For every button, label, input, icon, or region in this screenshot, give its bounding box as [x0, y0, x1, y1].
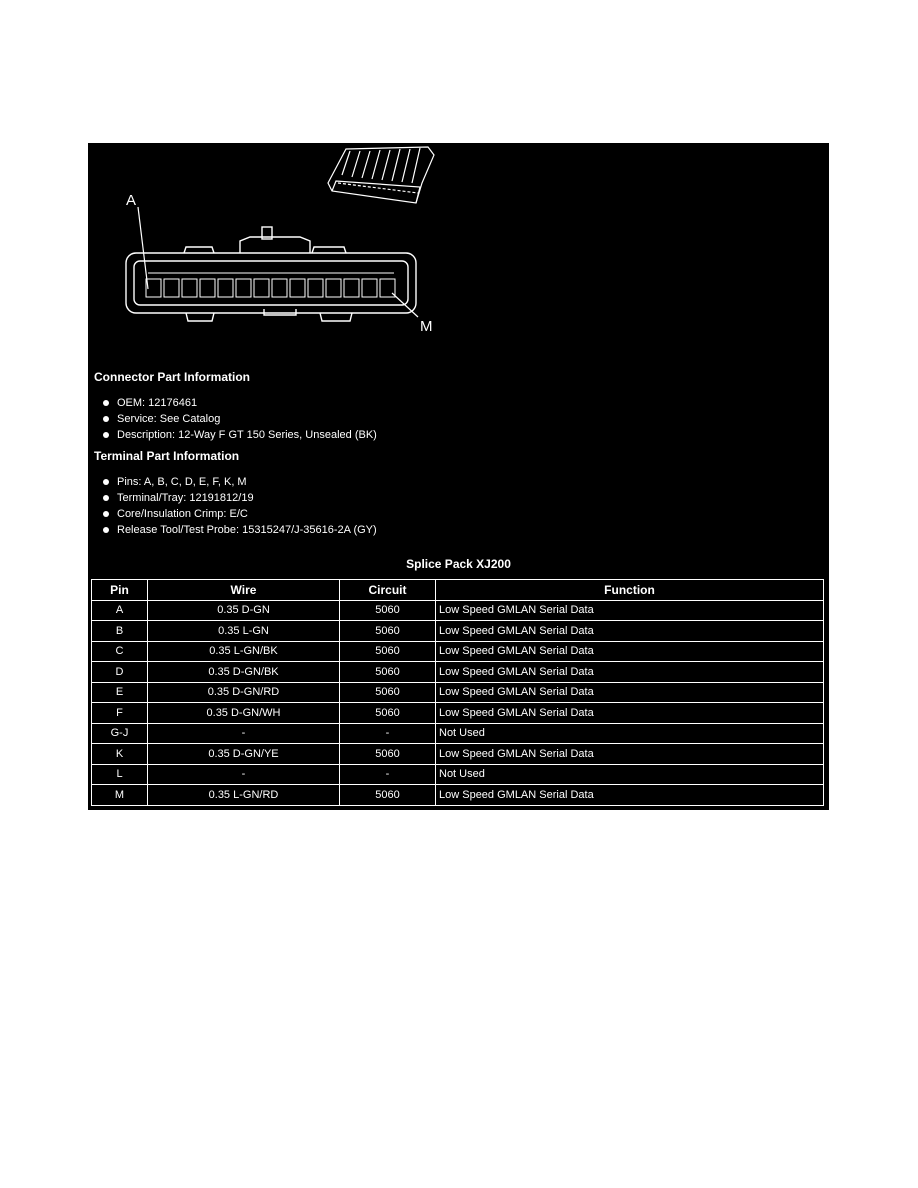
cell-circuit: 5060: [340, 641, 436, 662]
list-item-text: OEM: 12176461: [117, 397, 198, 409]
bullet-icon: [103, 479, 109, 485]
cell-wire: 0.35 L-GN/RD: [148, 785, 340, 806]
terminal-info-title: Terminal Part Information: [94, 449, 240, 463]
cell-pin: F: [92, 703, 148, 724]
table-row: [92, 785, 824, 806]
list-item: [102, 395, 377, 411]
cell-function: Not Used: [436, 723, 824, 744]
connector-diagram: [88, 143, 829, 363]
callout-lines: [138, 207, 418, 317]
cell-wire: -: [148, 723, 340, 744]
list-item-text: Pins: A, B, C, D, E, F, K, M: [117, 476, 247, 488]
list-item-text: Description: 12-Way F GT 150 Series, Unsealed (BK): [117, 429, 377, 441]
cell-circuit: -: [340, 764, 436, 785]
list-item: [102, 522, 377, 538]
bullet-icon: [103, 432, 109, 438]
bullet-icon: [103, 527, 109, 533]
list-item: [102, 506, 377, 522]
list-item-text: Terminal/Tray: 12191812/19: [117, 492, 254, 504]
table-row: [92, 641, 824, 662]
connector-face: [126, 227, 416, 321]
bullet-icon: [103, 511, 109, 517]
splice-pack-table: [91, 579, 824, 806]
table-row: [92, 764, 824, 785]
list-item: [102, 411, 377, 427]
table-row: [92, 621, 824, 642]
cell-function: Low Speed GMLAN Serial Data: [436, 703, 824, 724]
cell-function: Low Speed GMLAN Serial Data: [436, 662, 824, 683]
cell-function: Low Speed GMLAN Serial Data: [436, 744, 824, 765]
cell-wire: 0.35 D-GN/WH: [148, 703, 340, 724]
list-item-text: Service: See Catalog: [117, 413, 221, 425]
cell-pin: E: [92, 682, 148, 703]
table-row: [92, 662, 824, 683]
column-header-function: Function: [436, 580, 824, 601]
cell-wire: -: [148, 764, 340, 785]
cell-circuit: 5060: [340, 662, 436, 683]
column-header-wire: Wire: [148, 580, 340, 601]
table-header-row: [92, 580, 824, 601]
terminal-info-list: [102, 474, 377, 538]
column-header-pin: Pin: [92, 580, 148, 601]
table-title: Splice Pack XJ200: [406, 557, 511, 571]
cell-function: Low Speed GMLAN Serial Data: [436, 682, 824, 703]
cell-wire: 0.35 L-GN/BK: [148, 641, 340, 662]
label-m: M: [420, 318, 433, 335]
list-item: [102, 474, 377, 490]
cell-circuit: 5060: [340, 744, 436, 765]
connector-info-list: [102, 395, 377, 443]
bullet-icon: [103, 416, 109, 422]
cell-wire: 0.35 L-GN: [148, 621, 340, 642]
cell-wire: 0.35 D-GN/BK: [148, 662, 340, 683]
cell-wire: 0.35 D-GN/YE: [148, 744, 340, 765]
cell-wire: 0.35 D-GN/RD: [148, 682, 340, 703]
cell-circuit: 5060: [340, 621, 436, 642]
bullet-icon: [103, 495, 109, 501]
cell-pin: L: [92, 764, 148, 785]
cell-pin: M: [92, 785, 148, 806]
cell-circuit: 5060: [340, 600, 436, 621]
cell-pin: K: [92, 744, 148, 765]
cell-pin: A: [92, 600, 148, 621]
cell-pin: C: [92, 641, 148, 662]
connector-info-title: Connector Part Information: [94, 370, 251, 384]
cell-circuit: 5060: [340, 682, 436, 703]
cell-circuit: 5060: [340, 703, 436, 724]
column-header-circuit: Circuit: [340, 580, 436, 601]
list-item: [102, 427, 377, 443]
cell-circuit: -: [340, 723, 436, 744]
cell-wire: 0.35 D-GN: [148, 600, 340, 621]
cell-function: Not Used: [436, 764, 824, 785]
cell-pin: D: [92, 662, 148, 683]
cell-function: Low Speed GMLAN Serial Data: [436, 785, 824, 806]
cell-function: Low Speed GMLAN Serial Data: [436, 621, 824, 642]
list-item-text: Release Tool/Test Probe: 15315247/J-35616-2A (GY): [117, 524, 377, 536]
list-item-text: Core/Insulation Crimp: E/C: [117, 508, 248, 520]
document-panel: [88, 143, 829, 810]
table-row: [92, 723, 824, 744]
table-row: [92, 744, 824, 765]
list-item: [102, 490, 377, 506]
label-a: A: [126, 192, 137, 209]
table-row: [92, 600, 824, 621]
cell-circuit: 5060: [340, 785, 436, 806]
cell-function: Low Speed GMLAN Serial Data: [436, 600, 824, 621]
cell-function: Low Speed GMLAN Serial Data: [436, 641, 824, 662]
cell-pin: G-J: [92, 723, 148, 744]
bullet-icon: [103, 400, 109, 406]
table-row: [92, 682, 824, 703]
cell-pin: B: [92, 621, 148, 642]
table-row: [92, 703, 824, 724]
connector-thumbnail: [328, 147, 434, 203]
